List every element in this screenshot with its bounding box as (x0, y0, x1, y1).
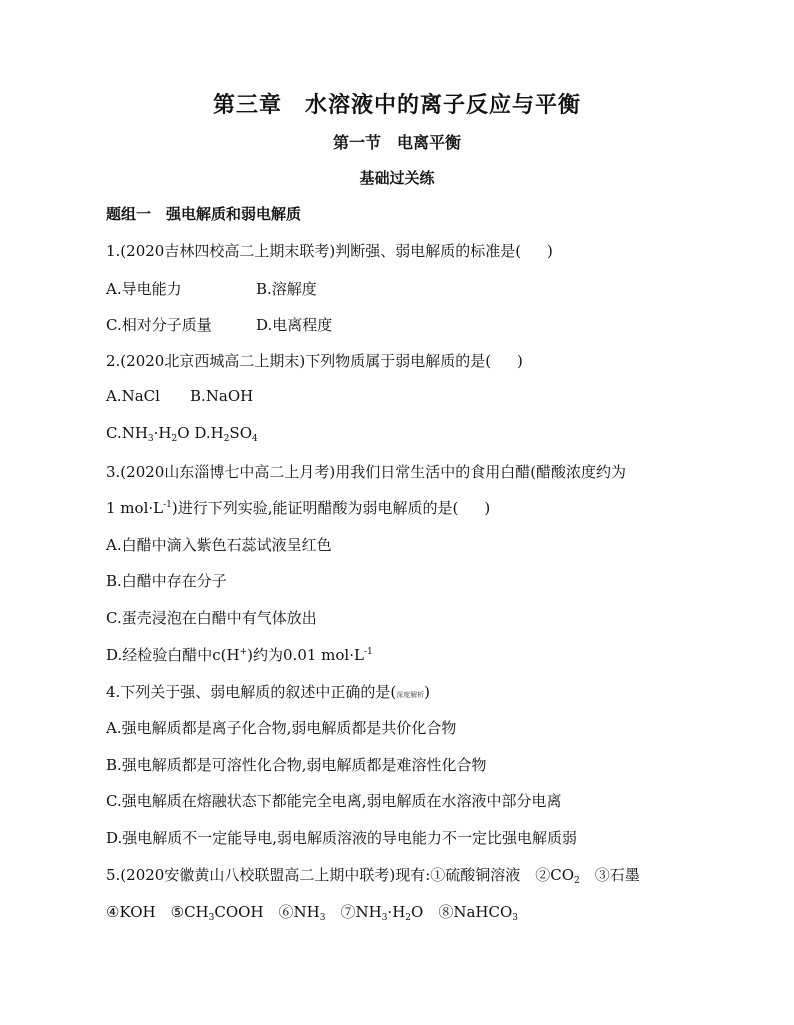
question-3-stem-line-1: 3.(2020山东淄博七中高二上月考)用我们日常生活中的食用白醋(醋酸浓度约为 (106, 463, 627, 481)
question-5-stem: 5.(2020安徽黄山八校联盟高二上期中联考)现有:①硫酸铜溶液 $②CO_2$ ③石墨 (106, 866, 640, 886)
question-3-stem-line-2: 1 $mol\cdot L^{-1}$)进行下列实验,能证明醋酸为弱电解质的是( ) (106, 499, 491, 517)
question-4-stem: 4.下列关于强、弱电解质的叙述中正确的是(深度解析) (106, 683, 431, 701)
option-b: B.NaOH (190, 387, 254, 405)
question-3-option-b: B.白醋中存在分子 (106, 572, 227, 590)
option-a: A.NaCl (106, 387, 160, 405)
question-4-option-c: C.强电解质在熔融状态下都能完全电离,弱电解质在水溶液中部分电离 (106, 792, 562, 810)
question-1-options-ab (106, 278, 317, 299)
question-4-option-d: D.强电解质不一定能导电,弱电解质溶液的导电能力不一定比强电解质弱 (106, 829, 578, 847)
question-3-option-d: D.经检验白醋中c(H+)约为0.01 $mol\cdot L^{-1}$ (106, 646, 373, 664)
option-a: A.导电能力 (106, 280, 182, 298)
practice-title: 基础过关练 (359, 169, 435, 187)
option-d: D.电离程度 (256, 316, 333, 334)
section-title: 第一节 电离平衡 (332, 133, 461, 152)
question-4-option-a: A.强电解质都是离子化合物,弱电解质都是共价化合物 (106, 719, 457, 737)
question-2-stem: 2.(2020北京西城高二上期末)下列物质属于弱电解质的是( ) (106, 352, 523, 370)
question-2-options-ab (106, 387, 254, 405)
chapter-title: 第三章 水溶液中的离子反应与平衡 (212, 93, 581, 118)
question-2-options-cd (106, 424, 258, 442)
option-d: $D.H_2SO_4$ (194, 424, 258, 444)
question-3-option-c: C.蛋壳浸泡在白醋中有气体放出 (106, 609, 317, 627)
deep-analysis-tag[interactable]: 深度解析 (396, 691, 425, 699)
question-5-items: ④KOH $⑤CH_3COOH$ $⑥NH_3$ $⑦NH_3\cdot H_2O$ ⑧NaHCO$_3$ (106, 903, 518, 923)
group-title: 题组一 强电解质和弱电解质 (106, 205, 302, 223)
question-3-option-a: A.白醋中滴入紫色石蕊试液呈红色 (106, 536, 332, 554)
option-b: B.溶解度 (256, 280, 317, 298)
question-1-stem: 1.(2020吉林四校高二上期末联考)判断强、弱电解质的标准是( ) (106, 242, 553, 260)
question-4-option-b: B.强电解质都是可溶性化合物,弱电解质都是难溶性化合物 (106, 756, 487, 774)
option-c: $C.NH_3\cdot H_2O$ (106, 424, 190, 444)
question-1-options-cd (106, 314, 333, 335)
option-c: C.相对分子质量 (106, 316, 212, 334)
